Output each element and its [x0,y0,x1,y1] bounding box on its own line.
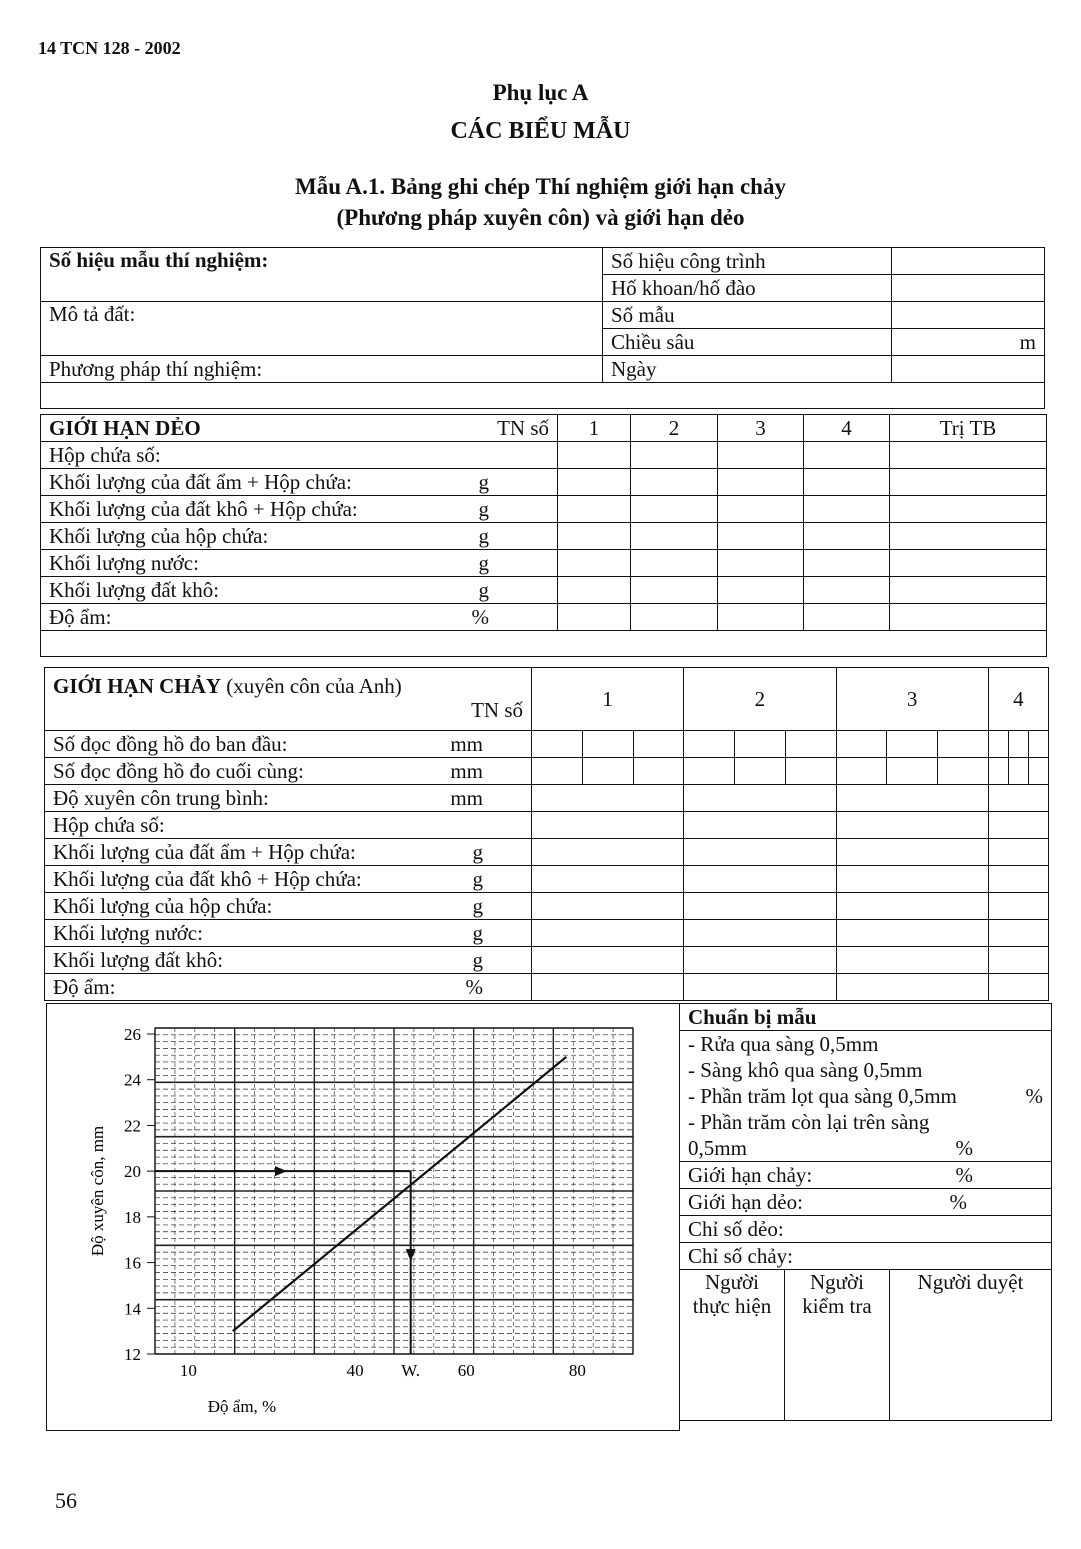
liquid-reading-cell[interactable] [938,758,989,785]
liquid-row-label-text: Hộp chứa số: [53,813,165,837]
liquid-cell[interactable] [836,839,988,866]
plastic-row-unit: g [478,551,489,575]
liquid-row-label [45,839,532,866]
liquid-limit-result-unit: % [955,1163,973,1187]
liquid-row-label [45,758,532,785]
plastic-cell[interactable] [631,442,718,469]
plastic-row-label-text: Khối lượng đất khô: [49,578,220,602]
plastic-cell[interactable] [558,523,631,550]
liquid-row-unit: g [472,921,483,945]
spacer-row [41,631,1047,657]
depth-label: Chiều sâu [603,329,892,356]
liquid-row [45,974,1049,1001]
x-tick-label: 80 [568,1361,586,1380]
forms-title: CÁC BIỂU MẪU [450,118,631,144]
spacer-row [41,383,1045,409]
y-tick-label: 18 [124,1207,141,1227]
plastic-col-3: 3 [718,415,804,442]
liquid-cell[interactable] [532,785,684,812]
plastic-cell[interactable] [631,604,718,631]
date-value[interactable] [892,356,1045,383]
liquid-limit-table [44,667,1049,1001]
liquid-row-label [45,893,532,920]
liquid-row-unit: % [465,975,483,999]
plastic-cell[interactable] [718,496,804,523]
plastic-row-unit: g [478,578,489,602]
plastic-cell[interactable] [718,577,804,604]
plastic-cell[interactable] [631,550,718,577]
plastic-cell[interactable] [804,496,890,523]
plastic-limit-result [680,1189,1052,1216]
liquid-reading-cell[interactable] [735,731,786,758]
liquid-reading-cell[interactable] [785,758,836,785]
liquid-reading-cell[interactable] [1028,758,1048,785]
liquid-row-label-text: Khối lượng của hộp chứa: [53,894,273,918]
x-tick-label: W. [401,1361,421,1380]
liquid-col-3: 3 [836,668,988,731]
plastic-row [41,577,1047,604]
liquid-cell[interactable] [836,974,988,1001]
liquid-limit-result-label: Giới hạn chảy: [688,1163,813,1187]
prep-sieve-label: 0,5mm [688,1136,747,1160]
prep-line-passing [680,1083,1052,1109]
prep-line-wash: - Rửa qua sàng 0,5mm [680,1031,1052,1058]
project-no-label: Số hiệu công trình [603,248,892,275]
liquid-cell[interactable] [988,947,1048,974]
plastic-cell[interactable] [890,604,1047,631]
liquid-row [45,920,1049,947]
liquid-cell[interactable] [836,785,988,812]
liquid-reading-cell[interactable] [532,731,583,758]
x-tick-label: 10 [179,1361,197,1380]
borehole-value[interactable] [892,275,1045,302]
plastic-cell[interactable] [804,550,890,577]
liquid-row [45,839,1049,866]
flow-curve-panel [46,1003,680,1431]
plastic-tn-label: TN số [497,416,549,440]
plastic-cell[interactable] [890,469,1047,496]
liquid-limit-subtitle: (xuyên côn của Anh) [226,674,402,698]
liquid-row [45,893,1049,920]
plastic-row-label [41,604,558,631]
liquid-row [45,947,1049,974]
liquid-cell[interactable] [836,812,988,839]
liquid-reading-cell[interactable] [582,731,633,758]
liquid-reading-cell[interactable] [633,758,684,785]
flow-curve-chart [47,1004,679,1430]
document-code: 14 TCN 128 - 2002 [38,38,181,58]
depth-unit: m [892,329,1045,356]
plastic-row [41,469,1047,496]
sign-checker: Người kiểm tra [785,1270,890,1421]
plastic-limit-header [41,415,558,442]
liquid-reading-cell[interactable] [785,731,836,758]
plastic-cell[interactable] [718,604,804,631]
project-no-value[interactable] [892,248,1045,275]
plastic-cell[interactable] [631,523,718,550]
plastic-row-label [41,523,558,550]
plastic-cell[interactable] [558,604,631,631]
liquid-cell[interactable] [988,785,1048,812]
prep-passing-unit: % [1025,1084,1043,1108]
liquid-reading-cell[interactable] [887,731,938,758]
plastic-row-label-text: Khối lượng nước: [49,551,199,575]
liquid-reading-cell[interactable] [735,758,786,785]
plastic-cell[interactable] [631,496,718,523]
plastic-cell[interactable] [890,496,1047,523]
plastic-cell[interactable] [718,469,804,496]
liquid-cell[interactable] [988,974,1048,1001]
liquid-row-label [45,731,532,758]
plastic-limit-title: GIỚI HẠN DẺO [49,416,201,440]
y-tick-label: 22 [124,1116,141,1136]
liquid-row-label-text: Độ ẩm: [53,975,116,999]
liquid-row-label-text: Số đọc đồng hồ đo ban đầu: [53,732,288,756]
liquid-cell[interactable] [684,893,836,920]
liquid-row-label [45,785,532,812]
sample-no-value[interactable] [892,302,1045,329]
prep-title: Chuẩn bị mẫu [680,1004,1052,1031]
liquid-cell[interactable] [532,839,684,866]
plastic-row-label [41,442,558,469]
liquid-row-unit: mm [450,786,483,810]
liquid-row-unit: mm [450,732,483,756]
liquid-col-4: 4 [988,668,1048,731]
plastic-cell[interactable] [890,550,1047,577]
form-title-line1: Mẫu A.1. Bảng ghi chép Thí nghiệm giới hạn chảy [295,174,786,199]
liquid-row-label-text: Khối lượng đất khô: [53,948,224,972]
liquid-reading-cell[interactable] [684,731,735,758]
liquid-reading-cell[interactable] [836,758,887,785]
plastic-row [41,496,1047,523]
liquid-row-label [45,920,532,947]
liquid-tn-label: TN số [471,698,523,722]
method-label: Phương pháp thí nghiệm: [41,356,603,383]
liquid-row-label-text: Khối lượng của đất ẩm + Hộp chứa: [53,840,356,864]
prep-line-sieve [680,1135,1052,1162]
liquid-limit-result [680,1162,1052,1189]
y-tick-label: 20 [124,1162,141,1182]
plastic-row [41,604,1047,631]
liquid-col-1: 1 [532,668,684,731]
plastic-row-unit: g [478,524,489,548]
liquid-cell[interactable] [836,920,988,947]
liquid-row-unit: g [472,840,483,864]
soil-desc-label: Mô tả đất: [41,302,603,356]
liquid-row-unit: g [472,948,483,972]
liquid-cell[interactable] [532,893,684,920]
plastic-cell[interactable] [718,442,804,469]
liquid-cell[interactable] [684,866,836,893]
plastic-limit-table [40,414,1047,657]
plastic-limit-result-label: Giới hạn dẻo: [688,1190,803,1214]
liquid-cell[interactable] [988,812,1048,839]
plastic-cell[interactable] [558,550,631,577]
y-tick-label: 24 [124,1070,141,1090]
plastic-cell[interactable] [804,523,890,550]
plastic-cell[interactable] [890,577,1047,604]
liquid-cell[interactable] [532,947,684,974]
plastic-row-label-text: Khối lượng của đất ẩm + Hộp chứa: [49,470,352,494]
prep-line-dry: - Sàng khô qua sàng 0,5mm [680,1057,1052,1083]
plastic-col-1: 1 [558,415,631,442]
plastic-row-unit: g [478,470,489,494]
plastic-row [41,442,1047,469]
prep-line-retained: - Phần trăm còn lại trên sàng [680,1109,1052,1135]
liquid-cell[interactable] [988,920,1048,947]
liquid-row-unit: g [472,867,483,891]
borehole-label: Hố khoan/hố đào [603,275,892,302]
plastic-cell[interactable] [804,469,890,496]
plastic-col-4: 4 [804,415,890,442]
plastic-cell[interactable] [804,604,890,631]
liquid-col-2: 2 [684,668,836,731]
liquid-reading-cell[interactable] [1028,731,1048,758]
plastic-cell[interactable] [718,523,804,550]
plastic-col-2: 2 [631,415,718,442]
liquid-cell[interactable] [836,893,988,920]
liquid-reading-cell[interactable] [1008,731,1028,758]
liquid-reading-cell[interactable] [633,731,684,758]
plastic-cell[interactable] [631,469,718,496]
liquid-reading-cell[interactable] [988,731,1008,758]
plastic-row [41,550,1047,577]
liquid-row-label [45,947,532,974]
liquid-row [45,758,1049,785]
appendix-title: Phụ lục A [492,80,589,105]
x-tick-label: 40 [346,1361,364,1380]
y-tick-label: 14 [124,1299,141,1319]
plastic-cell[interactable] [804,442,890,469]
plastic-cell[interactable] [558,577,631,604]
liquid-cell[interactable] [988,866,1048,893]
plastic-row-label-text: Độ ẩm: [49,605,112,629]
liquid-reading-cell[interactable] [582,758,633,785]
sign-approver: Người duyệt [890,1270,1052,1421]
sign-performer: Người thực hiện [680,1270,785,1421]
liquid-cell[interactable] [532,866,684,893]
form-title-line2: (Phương pháp xuyên côn) và giới hạn dẻo [336,205,745,230]
plastic-cell[interactable] [558,496,631,523]
liquid-reading-cell[interactable] [887,758,938,785]
y-tick-label: 12 [124,1345,141,1364]
liquid-row-label-text: Số đọc đồng hồ đo cuối cùng: [53,759,304,783]
liquid-row-label-text: Độ xuyên côn trung bình: [53,786,269,810]
liquid-row-label-text: Khối lượng của đất khô + Hộp chứa: [53,867,362,891]
plastic-row-label-text: Khối lượng của hộp chứa: [49,524,269,548]
liquid-row-unit: mm [450,759,483,783]
liquid-row-label-text: Khối lượng nước: [53,921,203,945]
liquid-reading-cell[interactable] [532,758,583,785]
liquid-cell[interactable] [684,974,836,1001]
plastic-cell[interactable] [631,577,718,604]
liquid-row-label [45,866,532,893]
prep-sieve-unit: % [955,1136,973,1160]
sample-prep-table [679,1003,1052,1421]
plastic-cell[interactable] [718,550,804,577]
liquid-row-unit: g [472,894,483,918]
liquid-cell[interactable] [532,812,684,839]
liquid-cell[interactable] [988,893,1048,920]
plastic-row-label [41,550,558,577]
y-axis-label: Độ xuyên côn, mm [88,1125,107,1257]
plastic-col-avg: Trị TB [890,415,1047,442]
sample-no-label: Số mẫu [603,302,892,329]
plastic-row-unit: g [478,497,489,521]
liquidity-index-label: Chỉ số chảy: [680,1243,1052,1270]
y-tick-label: 26 [124,1025,141,1044]
x-tick-label: 60 [457,1361,475,1380]
liquid-cell[interactable] [532,920,684,947]
liquid-cell[interactable] [684,812,836,839]
liquid-cell[interactable] [684,920,836,947]
plastic-row-label [41,577,558,604]
y-tick-label: 16 [124,1253,141,1273]
plastic-limit-result-unit: % [949,1190,967,1214]
liquid-cell[interactable] [836,947,988,974]
liquid-row [45,812,1049,839]
date-label: Ngày [603,356,892,383]
liquid-reading-cell[interactable] [836,731,887,758]
liquid-cell[interactable] [836,866,988,893]
plastic-cell[interactable] [890,523,1047,550]
plastic-row-label [41,469,558,496]
liquid-cell[interactable] [532,974,684,1001]
x-axis-label: Độ ẩm, % [207,1397,277,1416]
liquid-reading-cell[interactable] [938,731,989,758]
plastic-cell[interactable] [890,442,1047,469]
plastic-row-label-text: Hộp chứa số: [49,443,161,467]
liquid-row [45,785,1049,812]
page-number: 56 [55,1488,77,1513]
plastic-row-label-text: Khối lượng của đất khô + Hộp chứa: [49,497,358,521]
liquid-cell[interactable] [684,785,836,812]
plastic-row [41,523,1047,550]
plasticity-index-label: Chỉ số dẻo: [680,1216,1052,1243]
prep-passing-label: - Phần trăm lọt qua sàng 0,5mm [688,1084,957,1108]
plastic-cell[interactable] [558,469,631,496]
sample-info-table [40,247,1045,409]
liquid-cell[interactable] [988,839,1048,866]
liquid-limit-title: GIỚI HẠN CHẢY [53,674,222,698]
liquid-row-label [45,974,532,1001]
liquid-cell[interactable] [684,947,836,974]
plastic-cell[interactable] [804,577,890,604]
liquid-reading-cell[interactable] [684,758,735,785]
liquid-cell[interactable] [684,839,836,866]
liquid-row [45,866,1049,893]
liquid-row-label [45,812,532,839]
plastic-cell[interactable] [558,442,631,469]
liquid-reading-cell[interactable] [1008,758,1028,785]
liquid-row [45,731,1049,758]
liquid-reading-cell[interactable] [988,758,1008,785]
plastic-row-unit: % [471,605,489,629]
liquid-limit-header [45,668,532,731]
sample-id-label: Số hiệu mẫu thí nghiệm: [41,248,603,302]
plastic-row-label [41,496,558,523]
